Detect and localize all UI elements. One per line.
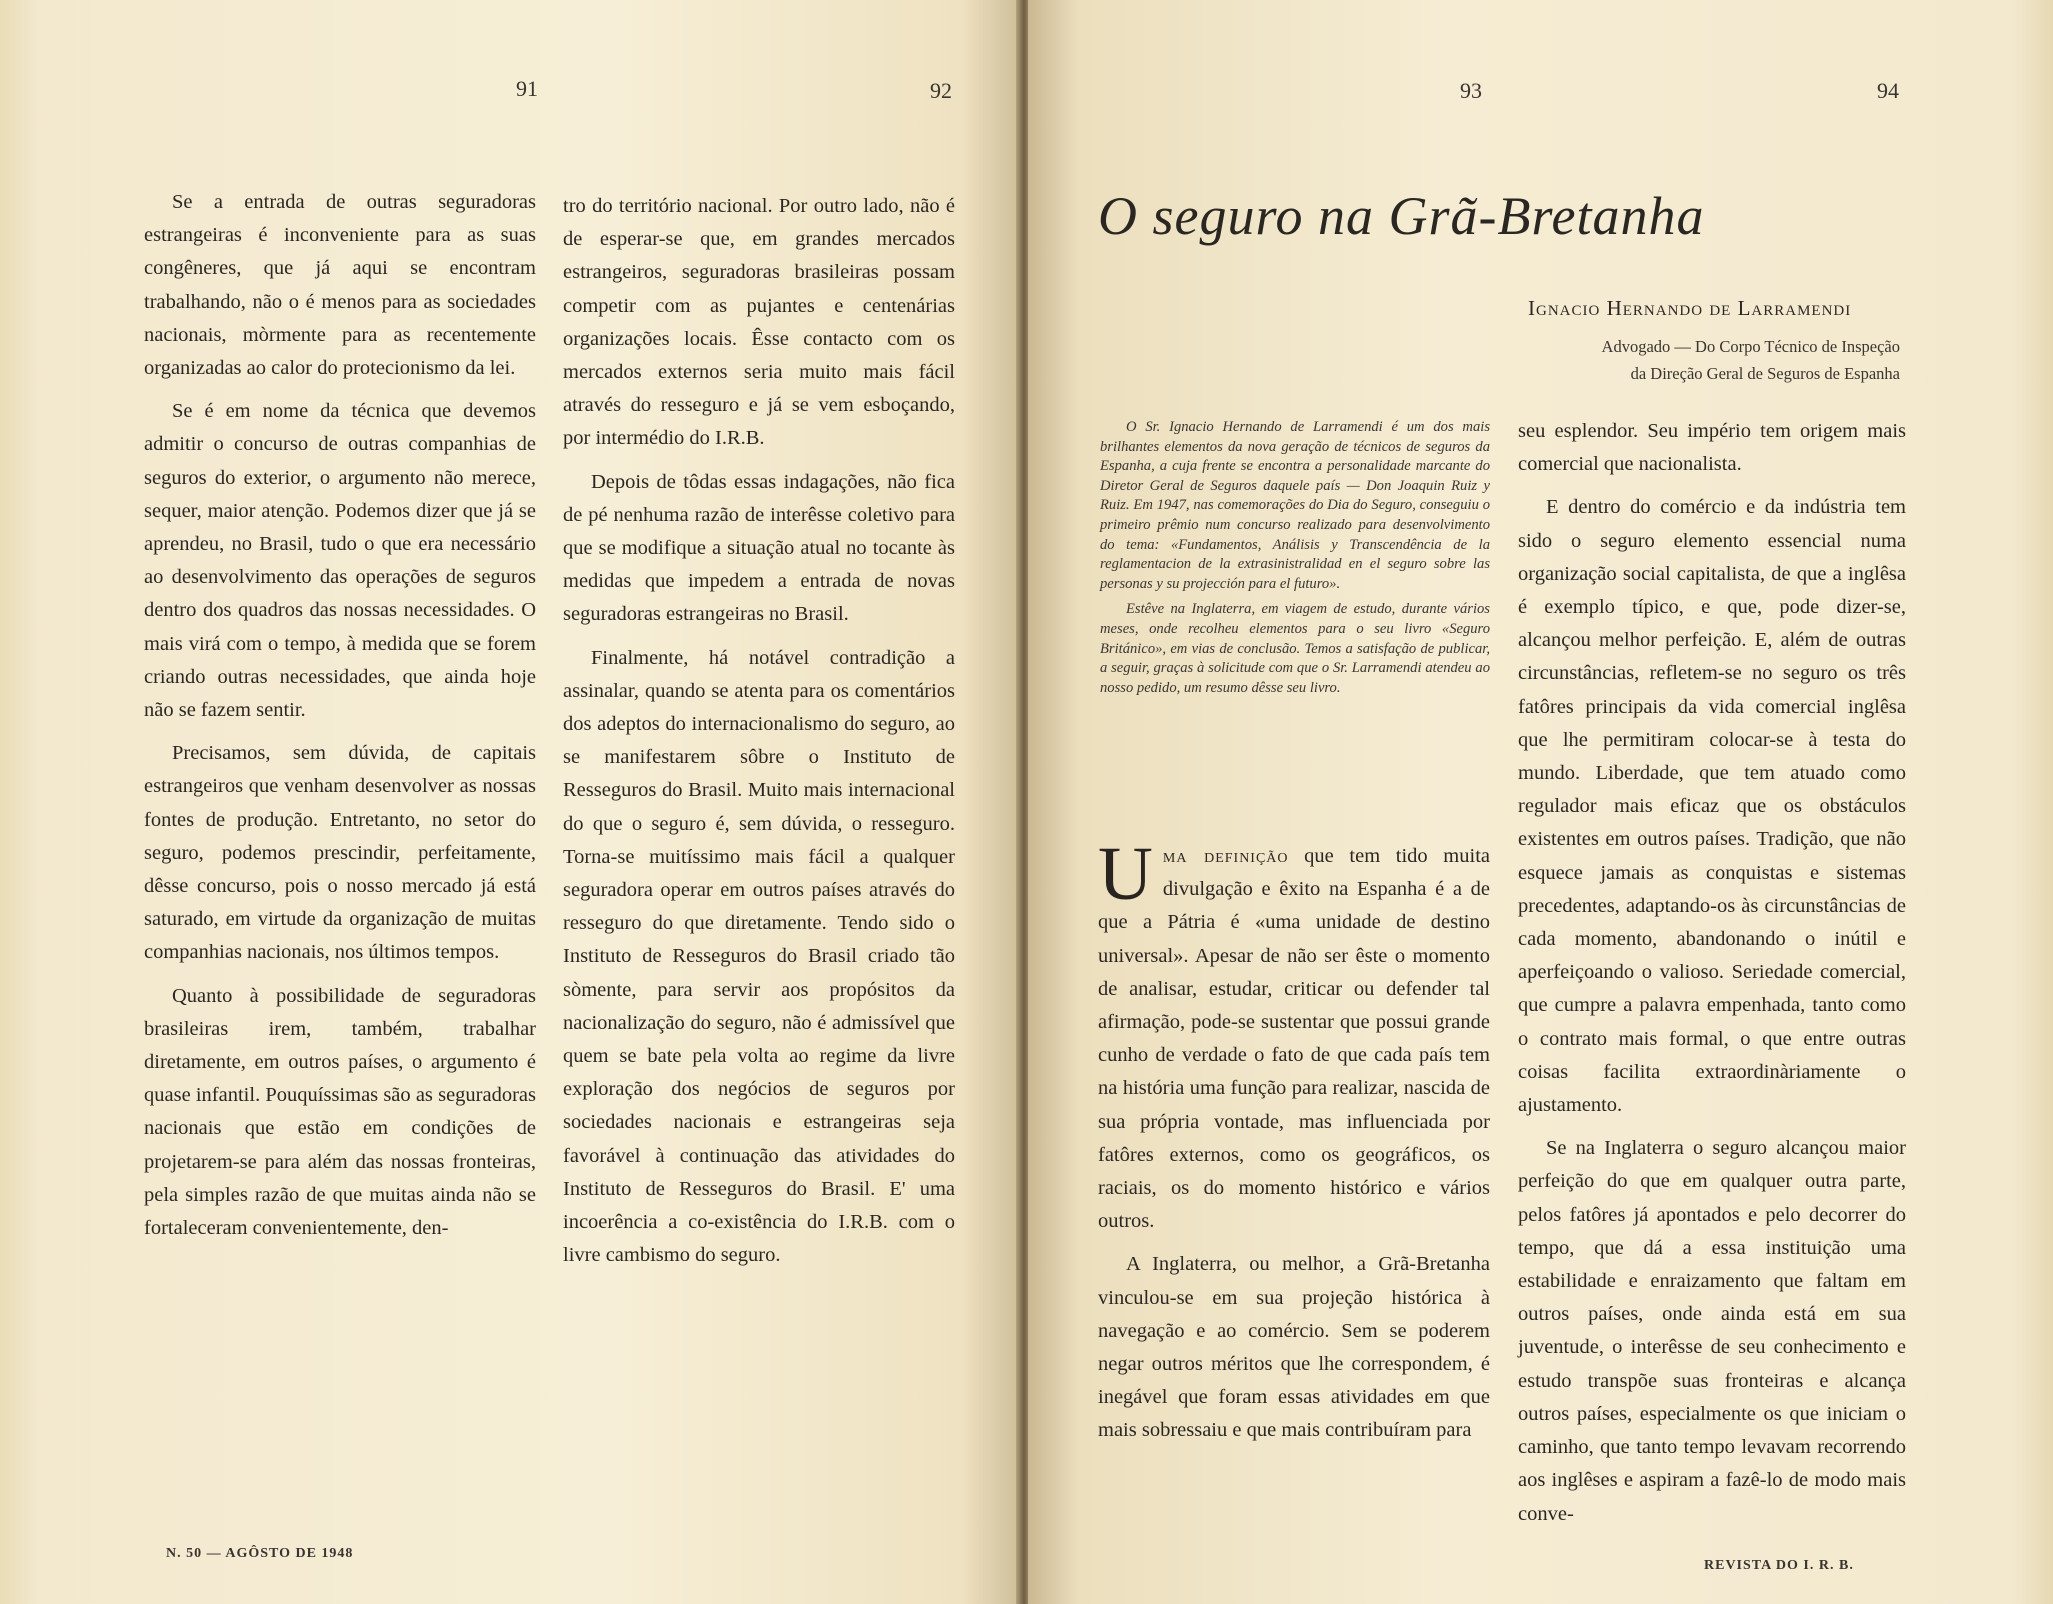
page-number-93: 93	[1460, 78, 1482, 103]
lead-paragraph	[1098, 832, 1490, 1238]
paragraph: Finalmente, há notável contradição a assinalar, quando se atenta para os comentários dos adeptos do internacionalismo do seguro, ao se manifestarem sôbre o Instituto de Resseguros do Brasil. Muito mais internacional do que o seguro é, sem dúvida, o resseguro. Torna-se muitíssimo mais fácil a qualquer seguradora operar em outros países através do resseguro do que diretamente. Tendo sido o Instituto de Resseguros do Brasil criado tão sòmente, para servir aos propósitos da nacionalização do seguro, não é admissível que quem se bate pela volta ao regime da livre exploração dos negócios de seguros por sociedades nacionais e estrangeiras seja favorável à continuação das atividades do Instituto de Resseguros do Brasil. E' uma incoerência a co-existência do I.R.B. com o livre cambismo do seguro.	[563, 646, 955, 1267]
page-number-91: 91	[516, 76, 538, 101]
paragraph: Precisamos, sem dúvida, de capitais estrangeiros que venham desenvolver as nossas fontes de produção. Entretanto, no setor do seguro, podemos prescindir, perfeitamente, dêsse concurso, pois o nosso mercado já está saturado, em virtude da organização de muitas companhias nacionais, nos últimos tempos.	[144, 742, 536, 964]
article-intro	[1100, 418, 1490, 704]
left-footer: N. 50 — AGÔSTO DE 1948	[166, 1546, 354, 1561]
intro-paragraph: Estêve na Inglaterra, em viagem de estudo, durante vários meses, onde recolheu elementos para o seu livro «Seguro Británico», em vias de conclusão. Temos a satisfação de publicar, a seguir, graças à solicitude com que o Sr. Larramendi atendeu ao nosso pedido, um resumo dêsse seu livro.	[1100, 601, 1490, 696]
affiliation-line: Advogado — Do Corpo Técnico de Inspeção	[1601, 337, 1900, 356]
article-author: Ignacio Hernando de Larramendi	[1528, 296, 1852, 320]
paragraph: Se na Inglaterra o seguro alcançou maior perfeição do que em qualquer outra parte, pelos fatôres já apontados e pelo decorrer do tempo, que dá a essa instituição uma estabilidade e enraizamento que faltam em outros países, onde ainda está em sua juventude, o interêsse de seu conhecimento e estudo transpõe suas fronteiras e alcança outros países, especialmente os que iniciam o caminho, que tanto tempo levavam recorrendo aos inglêses e aspiram a fazê-lo de modo mais conve-	[1518, 1137, 1906, 1525]
drop-cap: U	[1098, 832, 1153, 916]
left-column-1	[144, 186, 536, 1255]
page-number-94: 94	[1877, 78, 1899, 103]
paragraph: tro do território nacional. Por outro lado, não é de esperar-se que, em grandes mercados estrangeiros, seguradoras brasileiras possam competir com as pujantes e centenárias organizações locais. Êsse contacto com os mercados externos seria muito mais fácil através do resseguro e já se vem esboçando, por intermédio do I.R.B.	[563, 195, 955, 450]
right-footer: REVISTA DO I. R. B.	[1704, 1558, 1854, 1573]
author-affiliation	[1500, 333, 1900, 387]
article-title: O seguro na Grã-Bretanha	[1098, 186, 1705, 246]
paragraph: E dentro do comércio e da indústria tem sido o seguro elemento essencial numa organização social capitalista, de que a inglêsa é exemplo típico, e que, pode dizer-se, alcançou melhor perfeição. E, além de outras circunstâncias, refletem-se no seguro os três fatôres principais da vida comercial inglêsa que lhe permitiram colocar-se à testa do mundo. Liberdade, que tem atuado como regulador mais eficaz que os obstáculos existentes em outros países. Tradição, que não esquece jamais as conquistas e sistemas precedentes, adaptando-os às circunstâncias de cada momento, abandonando o inútil e aperfeiçoando o valioso. Seriedade comercial, que cumpre a palavra empenhada, tanto como o contrato mais formal, o que entre outras coisas facilita extraordinàriamente o ajustamento.	[1518, 496, 1906, 1117]
page-number-92: 92	[930, 78, 952, 103]
left-page	[0, 0, 1022, 1604]
paragraph: Quanto à possibilidade de seguradoras brasileiras irem, também, trabalhar diretamente, em outros países, o argumento é quase infantil. Pouquíssimas são as seguradoras nacionais que estão em condições de projetarem-se para além das nossas fronteiras, pela simples razão de que muitas ainda não se fortaleceram convenientemente, den-	[144, 984, 536, 1240]
intro-paragraph: O Sr. Ignacio Hernando de Larramendi é um dos mais brilhantes elementos da nova geração de técnicos de seguros da Espanha, a cuja frente se encontra a personalidade marcante do Diretor Geral de Seguros daquele país — Don Joaquin Ruiz y Ruiz. Em 1947, nas comemorações do Dia do Seguro, conseguiu o primeiro prêmio num concurso realizado para desenvolvimento do tema: «Fundamentos, Análisis y Transcendência de la reglamentacion de la extrasinistralidad en el seguro sobre las personas y su projección para el futuro».	[1100, 419, 1490, 592]
right-column-1	[1098, 832, 1490, 1458]
paragraph: seu esplendor. Seu império tem origem mais comercial que nacionalista.	[1518, 420, 1906, 476]
paragraph: A Inglaterra, ou melhor, a Grã-Bretanha vinculou-se em sua projeção histórica à navegação e ao comércio. Sem se poderem negar outros méritos que lhe correspondem, é inegável que foram essas atividades em que mais sobressaiu e que mais contribuíram para	[1098, 1253, 1490, 1442]
left-column-2	[563, 190, 955, 1283]
lead-in: ma definição	[1162, 845, 1289, 867]
lead-text: que tem tido muita divulgação e êxito na Espanha é a de que a Pátria é «uma unidade de destino universal». Apesar de não ser êste o momento de analisar, estudar, criticar ou defender tal afirmação, pode-se sustentar que possui grande cunho de verdade o fato de que cada país tem na história uma função para realizar, nascida de sua própria vontade, mas influenciada por fatôres externos, como os geográficos, os raciais, os do momento histórico e vários outros.	[1098, 845, 1490, 1233]
paragraph: Se a entrada de outras seguradoras estrangeiras é inconveniente para as suas congêneres, que já aqui se encontram trabalhando, não o é menos para as sociedades nacionais, mòrmente para as recentemente organizadas ao calor do protecionismo da lei.	[144, 191, 536, 380]
paragraph: Se é em nome da técnica que devemos admitir o concurso de outras companhias de seguros do exterior, o argumento não merece, sequer, maior atenção. Podemos dizer que já se aprendeu, no Brasil, tudo o que era necessário ao desenvolvimento das operações de seguros dentro dos quadros das nossas necessidades. O mais virá com o tempo, à medida que se forem criando outras necessidades, que ainda hoje não se fazem sentir.	[144, 400, 536, 722]
paragraph: Depois de tôdas essas indagações, não fica de pé nenhuma razão de interêsse coletivo para que se modifique a situação atual no tocante às medidas que impedem a entrada de novas seguradoras estrangeiras no Brasil.	[563, 470, 955, 626]
right-column-2	[1518, 415, 1906, 1541]
affiliation-line: da Direção Geral de Seguros de Espanha	[1630, 364, 1900, 383]
